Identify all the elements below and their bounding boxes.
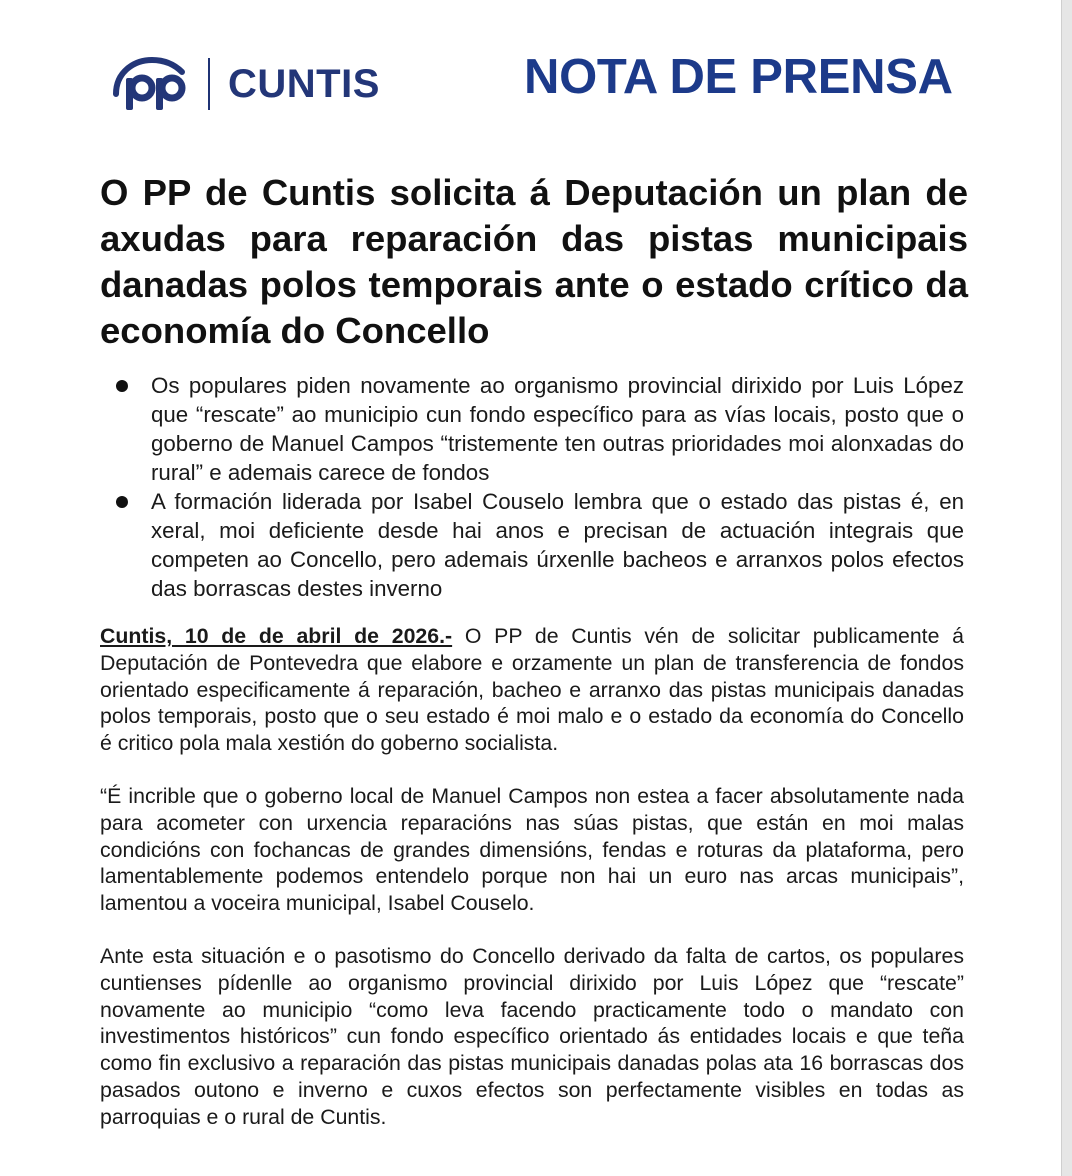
headline: O PP de Cuntis solicita á Deputación un plan de axudas para reparación das pistas municipais danadas polos temporais ante o estado crítico da economía do Concello — [100, 172, 968, 351]
pp-logo-icon — [112, 54, 192, 114]
bullet-text: A formación liderada por Isabel Couselo lembra que o estado das pistas é, en xeral, moi deficiente desde hai anos e precisan de actuación integrais que competen ao Concello, pero ademais úrxenlle bacheos e arranxos polos efectos das borrascas destes inverno — [151, 489, 964, 601]
page-edge-shadow — [1061, 0, 1072, 1176]
press-release-label: NOTA DE PRENSA — [524, 50, 953, 104]
body-paragraph-3: Ante esta situación e o pasotismo do Concello derivado da falta de cartos, os populares cuntienses pídenlle ao organismo provincial dirixido por Luis López que “rescate” novamente ao municipio “como leva facendo practicamente todo o mandato con investimentos históricos” cun fondo específico orientado ás entidades locais e que teña como fin exclusivo a reparación das pistas municipais danadas polas ata 16 borrascas dos pasados outono e inverno e cuxos efectos son perfectamente visibles en todas as parroquias e o rural de Cuntis. — [100, 943, 964, 1129]
body-paragraph-2: “É incrible que o goberno local de Manuel Campos non estea a facer absolutamente nada para acometer con urxencia reparacións nas súas pistas, que están en moi malas condicións con fochancas de grandes dimensións, fendas e roturas da plataforma, pero lamentablemente podemos entendelo porque non hai un euro nas arcas municipais”, lamentou a voceira municipal, Isabel Couselo. — [100, 783, 964, 916]
logo-text: CUNTIS — [228, 62, 380, 106]
paragraph-text: O PP de Cuntis vén de solicitar publicamente á Deputación de Pontevedra que elabore e orzamente un plan de transferencia de fondos orientado especificamente á reparación, bacheo e arranxo das pistas municipais danadas polos temporais, posto que o seu estado é moi malo e o estado da economía do Concello é critico pola mala xestión do goberno socialista. — [100, 624, 965, 756]
body-paragraph-1 — [100, 623, 964, 757]
bullet-dot-icon — [116, 496, 128, 508]
summary-bullets — [100, 371, 964, 603]
summary-bullet — [100, 371, 964, 487]
summary-bullet — [100, 487, 964, 603]
dateline: Cuntis, 10 de de abril de 2026.- — [100, 624, 453, 648]
bullet-text: Os populares piden novamente ao organismo provincial dirixido por Luis López que “rescate” ao municipio cun fondo específico para as vías locais, posto que o goberno de Manuel Campos “tristemente ten outras prioridades moi alonxadas do rural” e ademais carece de fondos — [151, 373, 964, 485]
logo-divider — [208, 58, 210, 110]
article-body — [100, 623, 964, 1157]
bullet-dot-icon — [116, 380, 128, 392]
